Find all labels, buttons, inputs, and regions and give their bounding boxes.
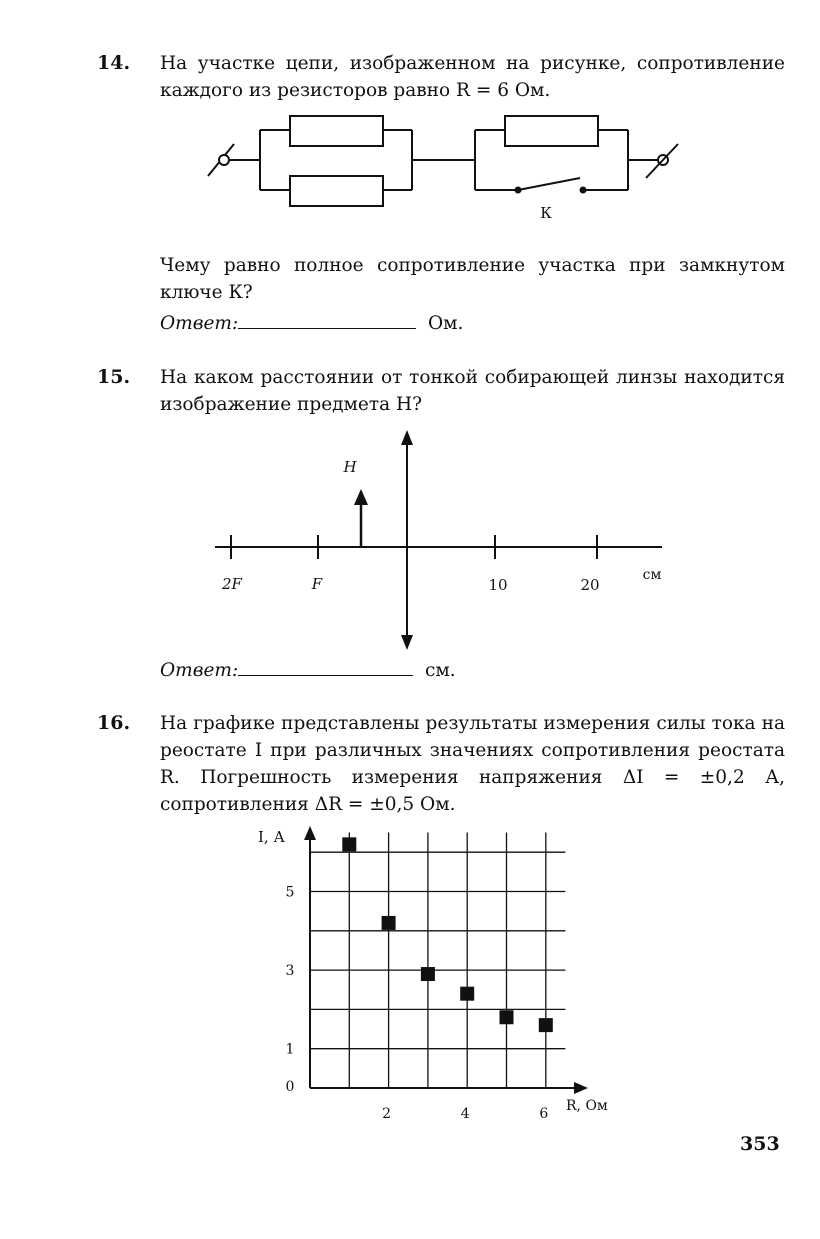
x-tick-label-4: 4: [460, 1106, 470, 1122]
tick-label-2f: 2F: [222, 575, 242, 593]
lens-arrow-bottom: [401, 635, 413, 650]
data-point: [539, 1018, 553, 1032]
chart: [240, 820, 630, 1130]
answer-field[interactable]: [238, 328, 416, 329]
switch-contact-right: [580, 187, 587, 194]
problem-14-text: На участке цепи, изображенном на рисунке, сопротивление каждого из резисторов равно R = 6 Ом.: [160, 53, 785, 101]
unit-label: см: [642, 567, 662, 583]
y-axis-arrow: [304, 826, 316, 840]
chart-points: [342, 837, 553, 1032]
y-axis-label: I, А: [258, 828, 285, 846]
y-tick-label-1: 1: [285, 1041, 295, 1058]
switch-label: К: [540, 204, 552, 222]
x-axis-label: R, Ом: [566, 1098, 608, 1114]
problem-14-number: 14.: [97, 52, 131, 74]
data-point: [500, 1010, 514, 1024]
data-point: [460, 987, 474, 1001]
object-label: H: [343, 458, 357, 476]
switch-blade: [518, 178, 580, 190]
circuit-diagram: [200, 108, 690, 223]
left-terminal: [219, 155, 229, 165]
x-axis-arrow: [574, 1082, 588, 1094]
tick-label-10: 10: [488, 576, 508, 594]
problem-15-text: На каком расстоянии от тонкой собирающей линзы находится изображение предмета H?: [160, 367, 785, 415]
problem-14-answer-line: [160, 313, 463, 334]
data-point: [382, 916, 396, 930]
problem-14-question: Чему равно полное сопротивление участка при замкнутом ключе К?: [160, 255, 785, 303]
answer-unit: см.: [424, 660, 456, 681]
resistor-bottom-left: [290, 176, 383, 206]
x-tick-label-6: 6: [539, 1106, 549, 1122]
chart-tick-labels: [286, 885, 549, 1123]
answer-field[interactable]: [238, 675, 413, 676]
problem-16-number: 16.: [97, 712, 131, 734]
y-tick-label-5: 5: [285, 884, 295, 901]
problem-15-number: 15.: [97, 366, 131, 388]
data-point: [342, 837, 356, 851]
answer-unit: Ом.: [427, 313, 464, 334]
answer-label: Ответ:: [160, 313, 239, 334]
page-number: 353: [740, 1133, 780, 1155]
y-tick-label-3: 3: [285, 963, 295, 980]
data-point: [421, 967, 435, 981]
resistor-top-left: [290, 116, 383, 146]
problem-15-answer-line: [160, 660, 456, 681]
resistor-right: [505, 116, 598, 146]
lens-arrow-top: [401, 430, 413, 445]
problem-16-text: На графике представлены результаты измерения силы тока на реостате I при различных значениях сопротивления реостата R. Погрешность измерения напряжения ΔI = ±0,2 А, сопротивления ΔR = ±0,5 Ом.: [160, 713, 785, 815]
y-tick-label-0: 0: [285, 1079, 295, 1095]
lens-diagram: [200, 425, 680, 655]
x-tick-label-2: 2: [382, 1106, 392, 1122]
tick-label-f: F: [311, 575, 323, 593]
switch-contact-left: [515, 187, 522, 194]
chart-grid: [310, 833, 565, 1088]
tick-label-20: 20: [580, 576, 600, 594]
answer-label: Ответ:: [160, 660, 239, 681]
object-arrow-head: [354, 489, 368, 505]
